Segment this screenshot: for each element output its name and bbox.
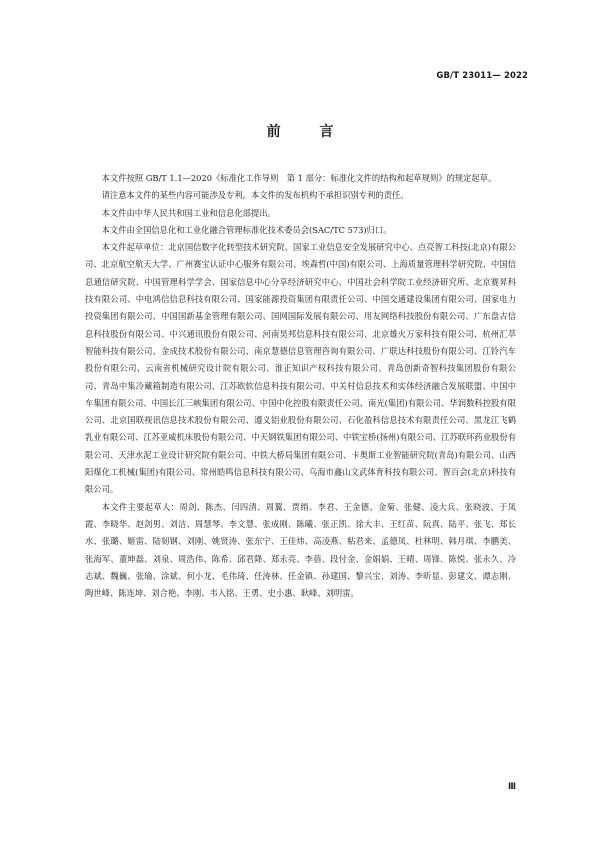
paragraph-proposer: 本文件由中华人民共和国工业和信息化部提出。 (101, 207, 276, 218)
paragraph-main-drafters: 本文件主要起草人：周剑、陈杰、闫四清、周翼、贾绡、李君、王金德、金菊、张健、凌大兵、张晓波、于凤霞、李晓华、赵剑男、刘洁、周慧琴、李文慧、张成刚、陈曦、张正凯、徐大丰、王红苗、阮真、陆平、张飞、郑长水、张璐、姬雷、陆韧钢、刘刚、姚贤涛、张东宁、王佳炜、高凌燕、粘君来、孟德凤、杜林明、韩月琪、李鹏美、张海军、董坤磊、刘泉、周浩伟、陈希、邱君降、郑永亮、李蓓、段付金、金娟娟、王晴、周锋、陈悦、张永久、冷志斌、魏巍、张瑜、涂斌、何小龙、毛伟琦、任涛林、任金镇、孙建国、黎兴宝、刘涛、李昕显、彭建文、谭志刚、陶世峰、陈连坤、刘合艳、李刚、韦入铭、王勇、史小惠、耿峰、刘明雷。 (85, 501, 516, 599)
page-title: 前 言 (266, 124, 351, 140)
paragraph-patent-notice: 请注意本文件的某些内容可能涉及专利。本文件的发布机构不承担识别专利的责任。 (101, 190, 409, 201)
page-number: Ⅲ (507, 782, 516, 792)
paragraph-drafting-organizations: 本文件起草单位：北京国信数字化转型技术研究院、国家工业信息安全发展研究中心、点亮智工科技(北京)有限公司、北京航空航天大学、广州赛宝认证中心服务有限公司、埃森哲(中国)有限公司、上海质量管理科学研究院、中国信息通信研究院、中国管理科学学会、国家信息中心分享经济研究中心、中国社会科学院工业经济研究所、北京赛昇科技有限公司、中电鸿信信息科技有限公司、国家能源投资集团有限责任公司、中国交通建设集团有限公司、国家电力投资集团有限公司、中国国新基金管理有限公司、国网国际发展有限公司、用友网络科技股份有限公司、广东盘古信息科技股份有限公司、中兴通讯股份有限公司、河南昊邦信息科技有限公司、北京雄火万家科技有限公司、杭州汇萃智能科技有限公司、金成技术股份有限公司、南京慧德信息管理咨询有限公司、广联达科技股份有限公司、江铃汽车股份有限公司、云南省机械研究设计院有限公司、淮正知识产权科技有限公司、青岛创新奇智科技集团股份有限公司、青岛中集冷藏箱制造有限公司、江苏欧软信息科技有限公司、中关村信息技术和实体经济融合发展联盟、中国中车集团有限公司、中国长江三峡集团有限公司、中国中化控股有限责任公司、南光(集团)有限公司、华润数科控股有限公司、北京国联视讯信息技术股份有限公司、遵义铝业股份有限公司、石化盈科信息技术有限责任公司、黑龙江飞鹤乳业有限公司、江苏亚威机床股份有限公司、中天钢铁集团有限公司、中铁宝桥(扬州)有限公司、江苏联环药业股份有限公司、天津水泥工业设计研究院有限公司、中铁大桥局集团有限公司、卡奥斯工业智能研究院(青岛)有限公司、山西阳煤化工机械(集团)有限公司、常州皓鸣信息科技有限公司、乌海市鑫山文武体育科技有限公司、智百会(北京)科技有限公司。 (85, 242, 516, 495)
paragraph-technical-committee: 本文件由全国信息化和工业化融合管理标准化技术委员会(SAC/TC 573)归口。 (101, 224, 392, 235)
foreword-body (85, 170, 516, 602)
paragraph-drafting-rules: 本文件按照 GB/T 1.1—2020《标准化工作导则 第 1 部分：标准化文件的结构和起草规则》的规定起草。 (101, 173, 497, 183)
standard-number: GB/T 23011— 2022 (436, 71, 528, 81)
